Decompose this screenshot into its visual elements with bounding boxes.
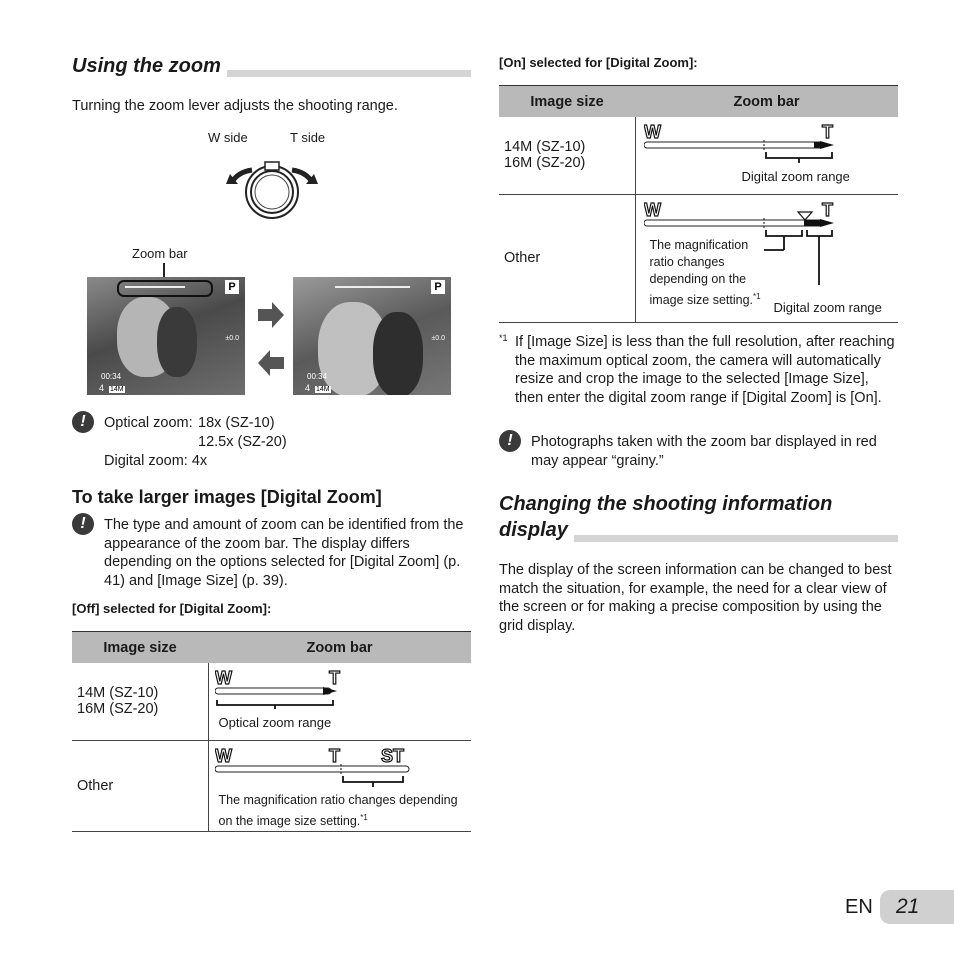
col-image-size: Image size [499,86,635,118]
svg-text:ST: ST [380,745,404,766]
magnification-caption-on: The magnification ratio changes depending on the image size setting.$^{*1}$ [649,237,761,307]
footer-lang: EN [845,896,873,918]
zoom-bar-optical-st [215,746,415,788]
zoom-intro: Turning the zoom lever adjusts the shooting range. [72,98,398,114]
svg-text:T: T [328,668,340,688]
t-side-label: T side [290,130,326,145]
svg-text:W: W [643,199,661,220]
zoom-bar-optical [215,668,355,710]
camera-screen-wide: P 00:34 4 14M ±0.0 [87,277,245,395]
zoom-bar-label: Zoom bar [132,246,188,261]
section-title-digital-zoom: To take larger images [Digital Zoom] [72,487,382,507]
footer-page-number: 21 [880,890,954,924]
zoom-table-off: Image size Zoom bar 14M (SZ-10) 16M (SZ-20) W T Optical zoom range Other W T ST The magnification ratio changes depending on the image size setting.$^{*1}$ [72,631,471,832]
grainy-note: Photographs taken with the zoom bar displayed in red may appear “grainy.” [531,434,877,469]
section-title-using-zoom: Using the zoom [72,53,227,79]
camera-screen-tele: P 00:34 4 14M ±0.0 [293,277,451,395]
optical-zoom-label: Optical zoom: [104,415,193,431]
col-zoom-bar: Zoom bar [635,86,898,118]
off-heading: [Off] selected for [Digital Zoom]: [72,601,272,616]
magnification-caption: The magnification ratio changes depending on the image size setting.$^{*1}$ [218,792,458,828]
mode-p-badge: P [225,280,239,294]
svg-text:W: W [214,668,232,688]
svg-text:W: W [643,122,661,142]
svg-text:T: T [821,122,833,142]
section-title-info-display-2: display [499,517,574,543]
col-zoom-bar: Zoom bar [208,632,471,664]
footnote-mark: *1 [499,333,508,343]
optical-zoom-sz20: 12.5x (SZ-20) [198,434,287,450]
exclamation-icon: ! [499,430,521,452]
exclamation-icon: ! [72,411,94,433]
optical-zoom-range-caption: Optical zoom range [218,715,332,730]
zoom-bar-digital [644,122,844,164]
digital-zoom-value: Digital zoom: 4x [104,453,208,469]
exclamation-icon: ! [72,513,94,535]
col-image-size: Image size [72,632,208,664]
digital-zoom-range-caption-2: Digital zoom range [773,299,882,315]
arrow-left-icon [256,348,286,378]
digital-zoom-range-caption: Digital zoom range [741,169,850,184]
section-title-info-display-1: Changing the shooting information [499,493,833,515]
arrow-right-icon [256,300,286,330]
zoom-table-on: Image size Zoom bar 14M (SZ-10) 16M (SZ-20) W T Digital zoom range Other W T The magnification ratio changes depending on the image size setting.$^{*1}$ Digital zoom range [499,85,898,323]
info-display-body: The display of the screen information can be changed to best match the situation, for example, the need for a clear view of the screen or for making a precise composition by using the grid display. [499,562,892,634]
w-side-label: W side [208,130,248,145]
digital-zoom-note: The type and amount of zoom can be identified from the appearance of the zoom bar. The display differs depending on the options selected for [Digital Zoom] (p. 41) and [Image Size] (p. 39). [104,517,464,589]
on-heading: [On] selected for [Digital Zoom]: [499,55,698,70]
optical-zoom-sz10: 18x (SZ-10) [198,415,275,431]
footnote-text: If [Image Size] is less than the full resolution, after reaching the maximum optical zoom, the camera will automatically resize and crop the image to the selected [Image Size], then enter the digital zoom range if [Digital Zoom] is [On]. [515,334,895,406]
zoom-lever-illustration [222,150,322,225]
svg-text:W: W [214,745,232,766]
svg-text:T: T [328,745,340,766]
svg-text:T: T [821,199,833,220]
